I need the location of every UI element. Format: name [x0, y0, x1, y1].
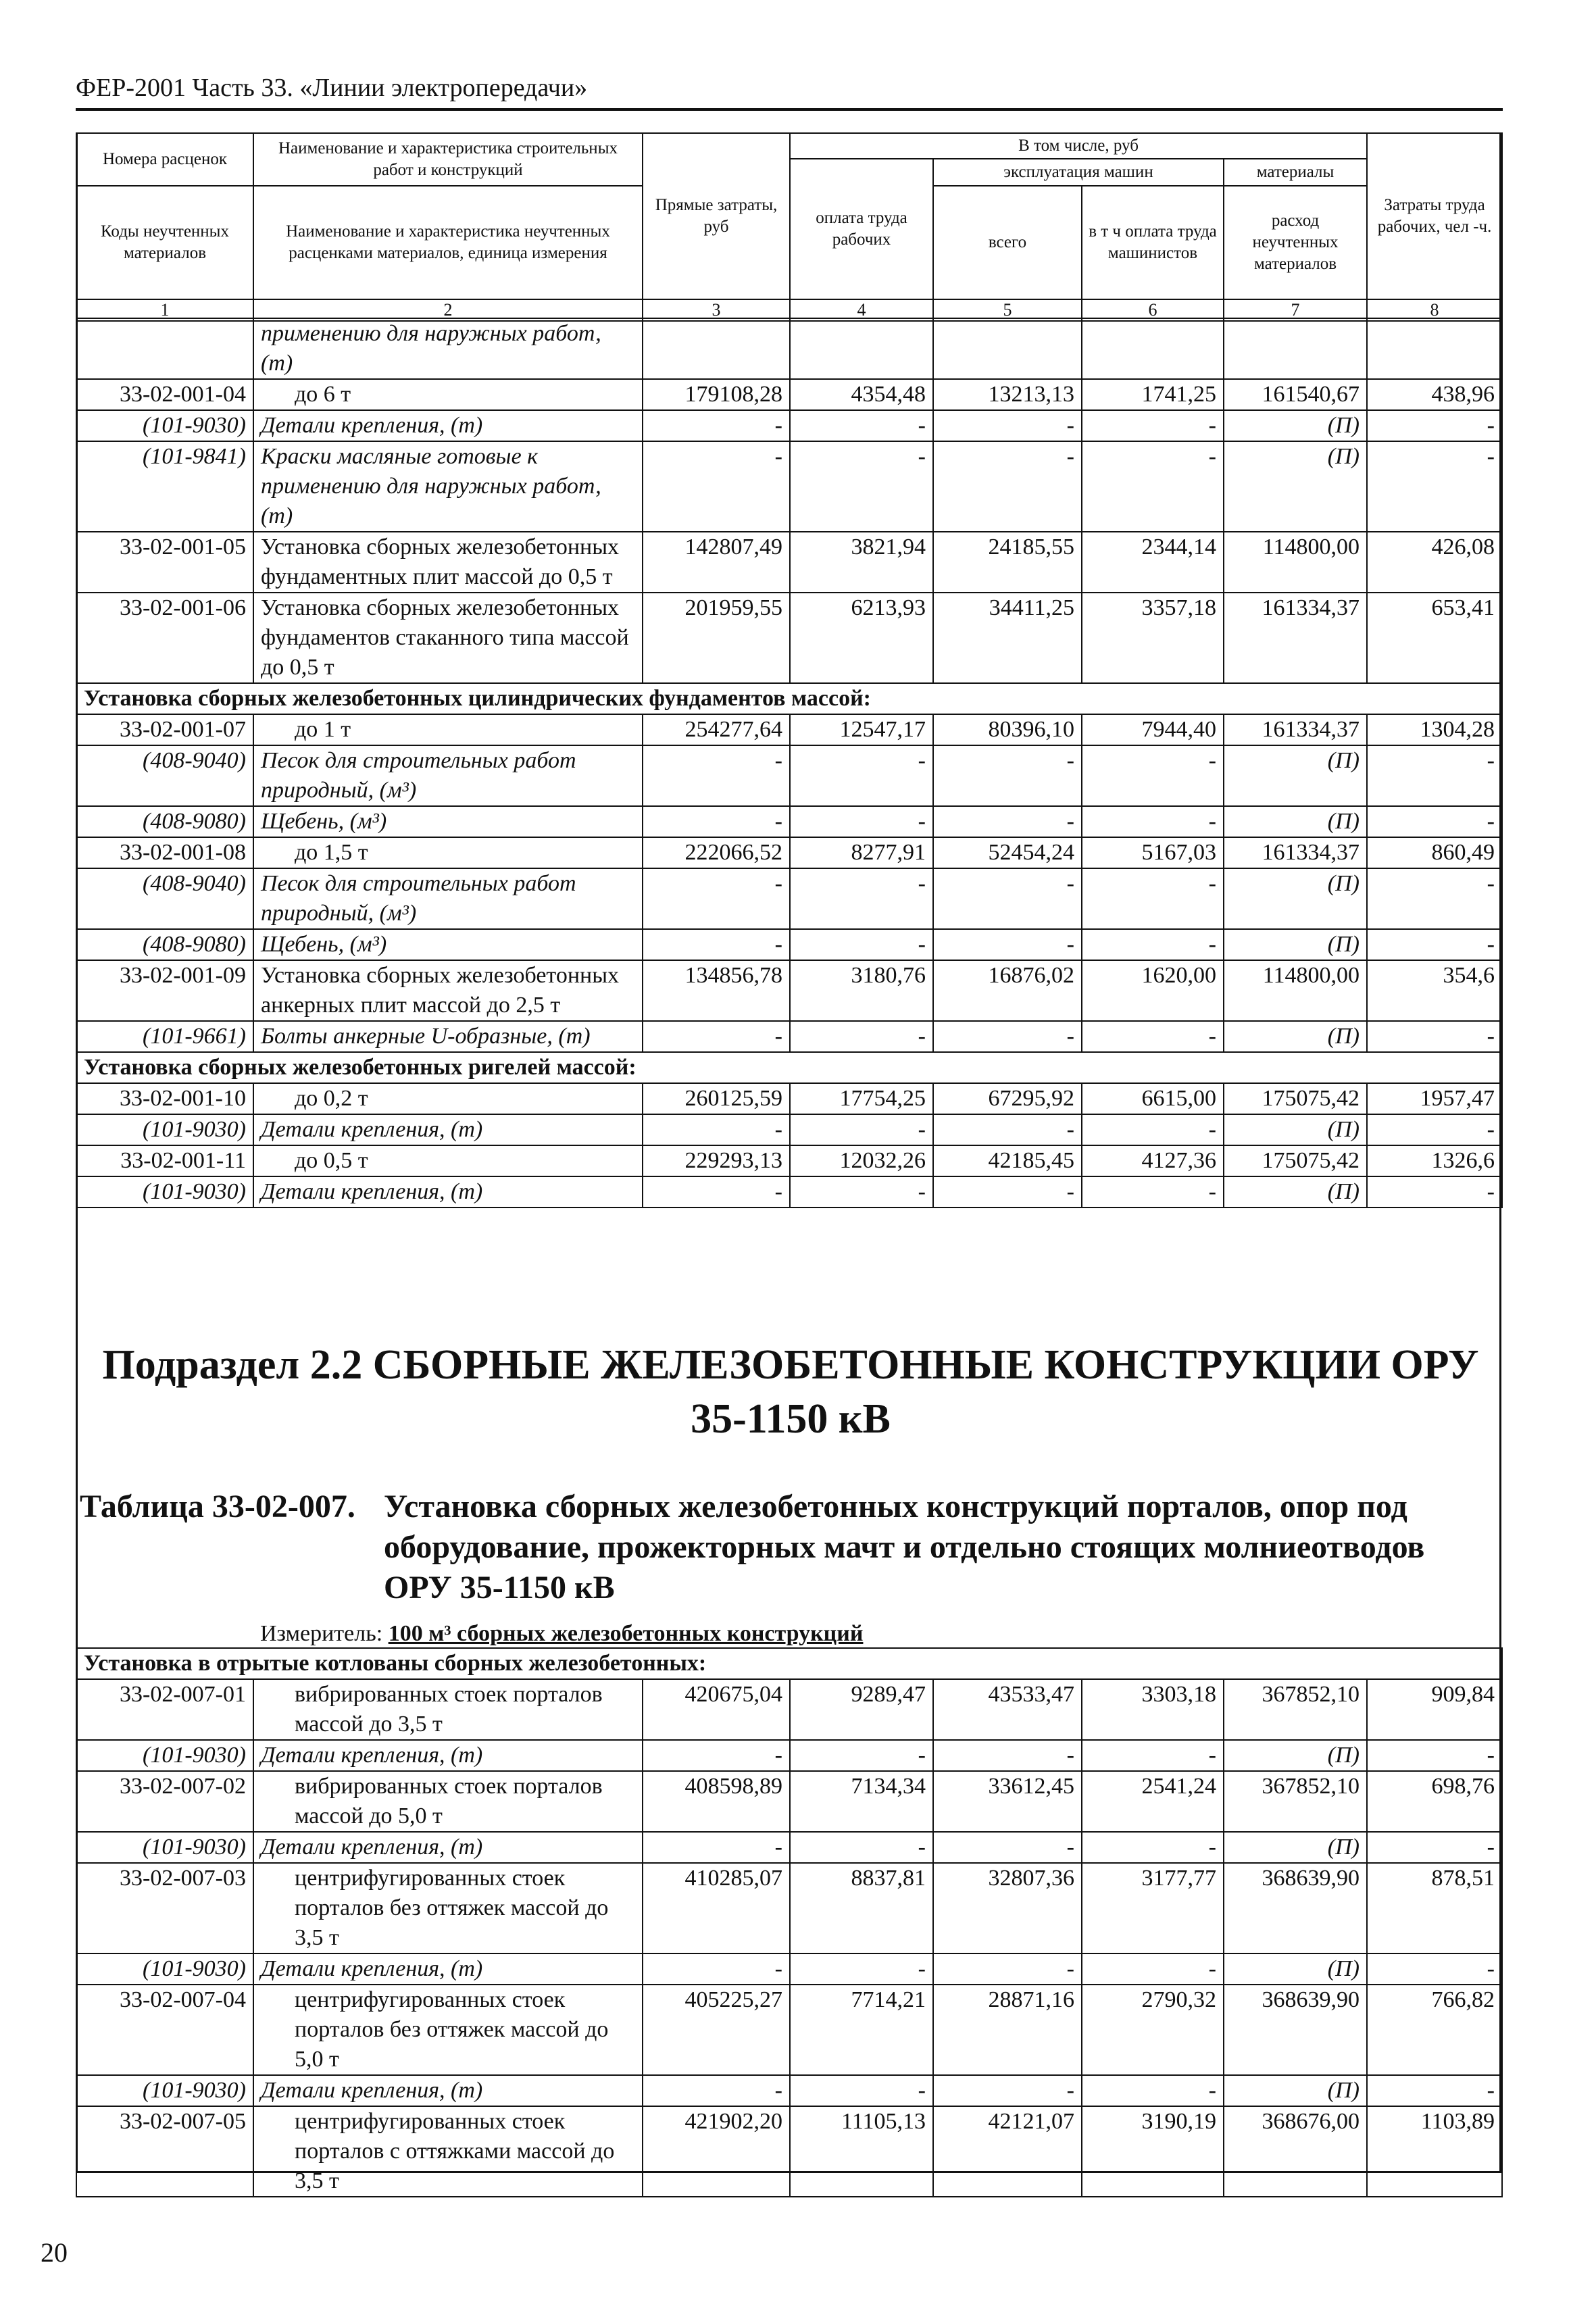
value-col-3: 260125,59 [643, 1083, 790, 1114]
value-col-3: 222066,52 [643, 837, 790, 868]
value-col-4: - [790, 410, 933, 441]
unit-of-measure [260, 1620, 863, 1647]
table-row [76, 837, 1502, 868]
value-col-5: 32807,36 [933, 1863, 1082, 1953]
value-col-5: - [933, 1176, 1082, 1208]
value-col-5: - [933, 929, 1082, 960]
value-col-4: 11105,13 [790, 2106, 933, 2197]
value-col-8: 1103,89 [1367, 2106, 1502, 2197]
value-col-6: - [1082, 2075, 1224, 2106]
value-col-3: - [643, 1953, 790, 1985]
col-number: 1 [76, 299, 253, 321]
value-col-4: - [790, 1114, 933, 1145]
value-col-3: 408598,89 [643, 1771, 790, 1832]
work-name: применению для наружных работ, (т) [253, 318, 643, 379]
table-header [76, 132, 1503, 322]
work-name: центрифугированных стоек порталов без оттяжек массой до 3,5 т [253, 1863, 643, 1953]
value-col-7: (П) [1224, 441, 1367, 532]
value-col-3: - [643, 806, 790, 837]
rate-code: (101-9030) [76, 410, 253, 441]
value-col-3: 420675,04 [643, 1679, 790, 1740]
value-col-4: 17754,25 [790, 1083, 933, 1114]
rate-code: (408-9040) [76, 868, 253, 929]
table-row [76, 1863, 1502, 1953]
value-col-7: 367852,10 [1224, 1679, 1367, 1740]
material-row [76, 318, 1502, 379]
col-6-header: в т ч оплата труда машинистов [1082, 186, 1224, 299]
value-col-3: - [643, 441, 790, 532]
rate-code: (101-9030) [76, 1114, 253, 1145]
value-col-5 [933, 318, 1082, 379]
value-col-8: - [1367, 1953, 1502, 1985]
rate-code: 33-02-001-04 [76, 379, 253, 410]
rates-table-part-2 [76, 1647, 1503, 2197]
work-name: вибрированных стоек порталов массой до 5,0 т [253, 1771, 643, 1832]
work-name: вибрированных стоек порталов массой до 3,5 т [253, 1679, 643, 1740]
col-1-header-b: Коды неучтенных материалов [76, 186, 253, 299]
value-col-8: - [1367, 1740, 1502, 1771]
value-col-6: - [1082, 929, 1224, 960]
value-col-8: 1304,28 [1367, 714, 1502, 745]
value-col-7: (П) [1224, 1114, 1367, 1145]
value-col-6 [1082, 318, 1224, 379]
value-col-6: 1741,25 [1082, 379, 1224, 410]
value-col-3: - [643, 1114, 790, 1145]
value-col-6: - [1082, 1832, 1224, 1863]
rate-code: (101-9030) [76, 1740, 253, 1771]
value-col-3: - [643, 1740, 790, 1771]
value-col-7: 161540,67 [1224, 379, 1367, 410]
work-name: до 0,2 т [253, 1083, 643, 1114]
value-col-5: 80396,10 [933, 714, 1082, 745]
value-col-3: 421902,20 [643, 2106, 790, 2197]
col-7-header: расход неучтенных материалов [1224, 186, 1367, 299]
value-col-4: 8277,91 [790, 837, 933, 868]
work-name: Детали крепления, (т) [253, 1953, 643, 1985]
work-name: Установка сборных железобетонных фундаментов стаканного типа массой до 0,5 т [253, 593, 643, 683]
table-row [76, 960, 1502, 1021]
value-col-6: 1620,00 [1082, 960, 1224, 1021]
value-col-6: - [1082, 441, 1224, 532]
value-col-5: 13213,13 [933, 379, 1082, 410]
value-col-3: 410285,07 [643, 1863, 790, 1953]
col-number: 5 [933, 299, 1082, 321]
value-col-7: (П) [1224, 410, 1367, 441]
value-col-4: 12547,17 [790, 714, 933, 745]
rate-code [76, 318, 253, 379]
value-col-5: 42185,45 [933, 1145, 1082, 1176]
value-col-6: - [1082, 745, 1224, 806]
value-col-6: - [1082, 410, 1224, 441]
value-col-7: 161334,37 [1224, 837, 1367, 868]
value-col-4: 7714,21 [790, 1985, 933, 2075]
value-col-6: - [1082, 1021, 1224, 1052]
value-col-5: 43533,47 [933, 1679, 1082, 1740]
meter-value: 100 м³ сборных железобетонных конструкций [388, 1621, 864, 1646]
table-row [76, 1771, 1502, 1832]
rate-code: 33-02-001-09 [76, 960, 253, 1021]
value-col-4: - [790, 1832, 933, 1863]
work-name: Щебень, (м³) [253, 806, 643, 837]
work-name: Детали крепления, (т) [253, 1832, 643, 1863]
col-8-header: Затраты труда рабочих, чел -ч. [1367, 133, 1502, 299]
value-col-5: - [933, 1021, 1082, 1052]
rate-code: 33-02-001-07 [76, 714, 253, 745]
rate-code: 33-02-001-10 [76, 1083, 253, 1114]
value-col-3: - [643, 1832, 790, 1863]
work-name: Песок для строительных работ природный, (м³) [253, 868, 643, 929]
rate-code: 33-02-001-08 [76, 837, 253, 868]
work-name: Песок для строительных работ природный, (м³) [253, 745, 643, 806]
value-col-6: 3177,77 [1082, 1863, 1224, 1953]
rate-code: 33-02-007-01 [76, 1679, 253, 1740]
value-col-6: 3190,19 [1082, 2106, 1224, 2197]
value-col-5: 42121,07 [933, 2106, 1082, 2197]
value-col-3: - [643, 1176, 790, 1208]
value-col-4: - [790, 1953, 933, 1985]
group-row [76, 1648, 1502, 1679]
work-name: до 1,5 т [253, 837, 643, 868]
rate-code: (101-9030) [76, 2075, 253, 2106]
value-col-8: 698,76 [1367, 1771, 1502, 1832]
rate-code: (408-9080) [76, 929, 253, 960]
rate-code: 33-02-007-05 [76, 2106, 253, 2197]
value-col-8: 860,49 [1367, 837, 1502, 868]
value-col-3: - [643, 410, 790, 441]
value-col-4: - [790, 806, 933, 837]
table-row [76, 1679, 1502, 1740]
rate-code: (101-9030) [76, 1832, 253, 1863]
rate-code: (101-9030) [76, 1176, 253, 1208]
col-number: 3 [643, 299, 790, 321]
table-row [76, 1985, 1502, 2075]
material-row [76, 1021, 1502, 1052]
value-col-7: 175075,42 [1224, 1145, 1367, 1176]
table-title-label: Таблица 33-02-007. [80, 1489, 355, 1524]
value-col-7: (П) [1224, 806, 1367, 837]
value-col-3: 201959,55 [643, 593, 790, 683]
material-row [76, 1114, 1502, 1145]
value-col-8: - [1367, 745, 1502, 806]
value-col-8: 438,96 [1367, 379, 1502, 410]
table-row [76, 2106, 1502, 2197]
work-name: Щебень, (м³) [253, 929, 643, 960]
work-name: до 1 т [253, 714, 643, 745]
group-heading: Установка в отрытые котлованы сборных железобетонных: [76, 1648, 1502, 1679]
rate-code: (101-9841) [76, 441, 253, 532]
value-col-5: 33612,45 [933, 1771, 1082, 1832]
work-name: центрифугированных стоек порталов с оттяжками массой до 3,5 т [253, 2106, 643, 2197]
col-4-header: оплата труда рабочих [790, 159, 933, 299]
col-number: 2 [253, 299, 643, 321]
value-col-7 [1224, 318, 1367, 379]
group-row [76, 1052, 1502, 1083]
value-col-3: 405225,27 [643, 1985, 790, 2075]
table-row [76, 714, 1502, 745]
work-name: центрифугированных стоек порталов без оттяжек массой до 5,0 т [253, 1985, 643, 2075]
value-col-8: - [1367, 806, 1502, 837]
value-col-7: 175075,42 [1224, 1083, 1367, 1114]
value-col-4: 3821,94 [790, 532, 933, 593]
value-col-4: - [790, 441, 933, 532]
value-col-7: (П) [1224, 1953, 1367, 1985]
value-col-5: - [933, 745, 1082, 806]
rate-code: (101-9661) [76, 1021, 253, 1052]
work-name: Болты анкерные U-образные, (т) [253, 1021, 643, 1052]
value-col-7: 114800,00 [1224, 960, 1367, 1021]
value-col-7: 367852,10 [1224, 1771, 1367, 1832]
group-row [76, 683, 1502, 714]
material-row [76, 410, 1502, 441]
value-col-6: - [1082, 1953, 1224, 1985]
col-3-header: Прямые затраты, руб [643, 133, 790, 299]
header-rule [76, 108, 1503, 111]
work-name: Краски масляные готовые к применению для наружных работ, (т) [253, 441, 643, 532]
value-col-4: - [790, 929, 933, 960]
value-col-7: (П) [1224, 1740, 1367, 1771]
value-col-6: 2541,24 [1082, 1771, 1224, 1832]
value-col-6: - [1082, 806, 1224, 837]
table-row [76, 1145, 1502, 1176]
value-col-8: - [1367, 1114, 1502, 1145]
value-col-8: 1957,47 [1367, 1083, 1502, 1114]
col-number: 6 [1082, 299, 1224, 321]
work-name: Установка сборных железобетонных анкерных плит массой до 2,5 т [253, 960, 643, 1021]
machines-header: эксплуатация машин [933, 159, 1224, 186]
value-col-5: - [933, 1953, 1082, 1985]
value-col-8 [1367, 318, 1502, 379]
value-col-8: - [1367, 410, 1502, 441]
value-col-4: 6213,93 [790, 593, 933, 683]
value-col-5: 16876,02 [933, 960, 1082, 1021]
value-col-4: - [790, 2075, 933, 2106]
col-1-header-a: Номера расценок [76, 133, 253, 186]
value-col-7: (П) [1224, 1176, 1367, 1208]
material-row [76, 2075, 1502, 2106]
value-col-6: - [1082, 1114, 1224, 1145]
value-col-7: 161334,37 [1224, 714, 1367, 745]
meter-label: Измеритель: [260, 1621, 389, 1646]
group-heading: Установка сборных железобетонных цилиндрических фундаментов массой: [76, 683, 1502, 714]
value-col-4: 3180,76 [790, 960, 933, 1021]
work-name: до 6 т [253, 379, 643, 410]
value-col-6: - [1082, 1740, 1224, 1771]
value-col-8: 653,41 [1367, 593, 1502, 683]
value-col-5: - [933, 1832, 1082, 1863]
value-col-3: - [643, 1021, 790, 1052]
material-row [76, 868, 1502, 929]
work-name: Детали крепления, (т) [253, 1114, 643, 1145]
value-col-5: - [933, 410, 1082, 441]
value-col-3: 229293,13 [643, 1145, 790, 1176]
value-col-3 [643, 318, 790, 379]
work-name: Детали крепления, (т) [253, 1176, 643, 1208]
col-number: 4 [790, 299, 933, 321]
rate-code: 33-02-007-02 [76, 1771, 253, 1832]
value-col-6: 2790,32 [1082, 1985, 1224, 2075]
value-col-7: (П) [1224, 1021, 1367, 1052]
rate-code: (101-9030) [76, 1953, 253, 1985]
value-col-5: - [933, 868, 1082, 929]
material-row [76, 806, 1502, 837]
material-row [76, 929, 1502, 960]
value-col-8: 1326,6 [1367, 1145, 1502, 1176]
value-col-4: - [790, 1176, 933, 1208]
incl-header: В том числе, руб [790, 133, 1367, 159]
table-row [76, 532, 1502, 593]
section-title: Подраздел 2.2 СБОРНЫЕ ЖЕЛЕЗОБЕТОННЫЕ КОНСТРУКЦИИ ОРУ 35-1150 кВ [102, 1342, 1479, 1442]
page-number: 20 [41, 2237, 68, 2268]
value-col-8: - [1367, 868, 1502, 929]
value-col-7: (П) [1224, 868, 1367, 929]
value-col-3: - [643, 929, 790, 960]
value-col-8: - [1367, 1832, 1502, 1863]
value-col-8: 909,84 [1367, 1679, 1502, 1740]
value-col-7: 368676,00 [1224, 2106, 1367, 2197]
work-name: до 0,5 т [253, 1145, 643, 1176]
value-col-4: - [790, 868, 933, 929]
value-col-5: 67295,92 [933, 1083, 1082, 1114]
value-col-7: 368639,90 [1224, 1863, 1367, 1953]
value-col-5: 28871,16 [933, 1985, 1082, 2075]
value-col-6: - [1082, 868, 1224, 929]
col-2-header-b: Наименование и характеристика неучтенных расценками материалов, единица измерения [253, 186, 643, 299]
work-name: Детали крепления, (т) [253, 2075, 643, 2106]
rate-code: 33-02-007-04 [76, 1985, 253, 2075]
work-name: Установка сборных железобетонных фундаментных плит массой до 0,5 т [253, 532, 643, 593]
value-col-7: 114800,00 [1224, 532, 1367, 593]
value-col-8: 878,51 [1367, 1863, 1502, 1953]
col-5-header: всего [933, 186, 1082, 299]
value-col-8: - [1367, 2075, 1502, 2106]
value-col-6: 7944,40 [1082, 714, 1224, 745]
value-col-4: 7134,34 [790, 1771, 933, 1832]
value-col-7: 368639,90 [1224, 1985, 1367, 2075]
rate-code: 33-02-001-05 [76, 532, 253, 593]
value-col-5: - [933, 1114, 1082, 1145]
value-col-3: 134856,78 [643, 960, 790, 1021]
material-row [76, 441, 1502, 532]
value-col-4: - [790, 1740, 933, 1771]
value-col-8: 426,08 [1367, 532, 1502, 593]
table-title-text: Установка сборных железобетонных конструкций порталов, опор под оборудование, прожекторных мачт и отдельно стоящих молниеотводов ОРУ 35-1150 кВ [384, 1489, 1425, 1605]
value-col-4 [790, 318, 933, 379]
work-name: Детали крепления, (т) [253, 1740, 643, 1771]
value-col-5: 24185,55 [933, 532, 1082, 593]
col-number: 7 [1224, 299, 1367, 321]
value-col-3: - [643, 745, 790, 806]
value-col-8: 766,82 [1367, 1985, 1502, 2075]
value-col-7: (П) [1224, 2075, 1367, 2106]
value-col-5: - [933, 1740, 1082, 1771]
value-col-6: 3357,18 [1082, 593, 1224, 683]
table-row [76, 1083, 1502, 1114]
value-col-5: - [933, 441, 1082, 532]
value-col-7: (П) [1224, 1832, 1367, 1863]
value-col-5: 52454,24 [933, 837, 1082, 868]
value-col-5: 34411,25 [933, 593, 1082, 683]
rate-code: 33-02-001-06 [76, 593, 253, 683]
col-number: 8 [1367, 299, 1502, 321]
rate-code: (408-9040) [76, 745, 253, 806]
value-col-8: - [1367, 1176, 1502, 1208]
value-col-6: - [1082, 1176, 1224, 1208]
page-header: ФЕР-2001 Часть 33. «Линии электропередачи» [76, 74, 588, 102]
value-col-4: 4354,48 [790, 379, 933, 410]
value-col-3: 142807,49 [643, 532, 790, 593]
material-row [76, 1740, 1502, 1771]
value-col-7: (П) [1224, 745, 1367, 806]
value-col-6: 4127,36 [1082, 1145, 1224, 1176]
rate-code: (408-9080) [76, 806, 253, 837]
value-col-3: 179108,28 [643, 379, 790, 410]
value-col-8: - [1367, 1021, 1502, 1052]
value-col-6: 6615,00 [1082, 1083, 1224, 1114]
value-col-6: 2344,14 [1082, 532, 1224, 593]
materials-header: материалы [1224, 159, 1367, 186]
value-col-8: - [1367, 441, 1502, 532]
material-row [76, 1953, 1502, 1985]
value-col-8: 354,6 [1367, 960, 1502, 1021]
table-row [76, 379, 1502, 410]
work-name: Детали крепления, (т) [253, 410, 643, 441]
material-row [76, 1176, 1502, 1208]
value-col-6: 5167,03 [1082, 837, 1224, 868]
value-col-4: - [790, 1021, 933, 1052]
value-col-3: - [643, 868, 790, 929]
value-col-3: - [643, 2075, 790, 2106]
value-col-3: 254277,64 [643, 714, 790, 745]
value-col-5: - [933, 806, 1082, 837]
rate-code: 33-02-007-03 [76, 1863, 253, 1953]
value-col-4: 12032,26 [790, 1145, 933, 1176]
col-2-header-a: Наименование и характеристика строительных работ и конструкций [253, 133, 643, 186]
value-col-4: 9289,47 [790, 1679, 933, 1740]
table-row [76, 593, 1502, 683]
value-col-7: 161334,37 [1224, 593, 1367, 683]
value-col-8: - [1367, 929, 1502, 960]
rate-code: 33-02-001-11 [76, 1145, 253, 1176]
group-heading: Установка сборных железобетонных ригелей массой: [76, 1052, 1502, 1083]
value-col-6: 3303,18 [1082, 1679, 1224, 1740]
rates-table-part-1 [76, 318, 1503, 1208]
material-row [76, 745, 1502, 806]
value-col-4: - [790, 745, 933, 806]
value-col-5: - [933, 2075, 1082, 2106]
material-row [76, 1832, 1502, 1863]
value-col-7: (П) [1224, 929, 1367, 960]
value-col-4: 8837,81 [790, 1863, 933, 1953]
